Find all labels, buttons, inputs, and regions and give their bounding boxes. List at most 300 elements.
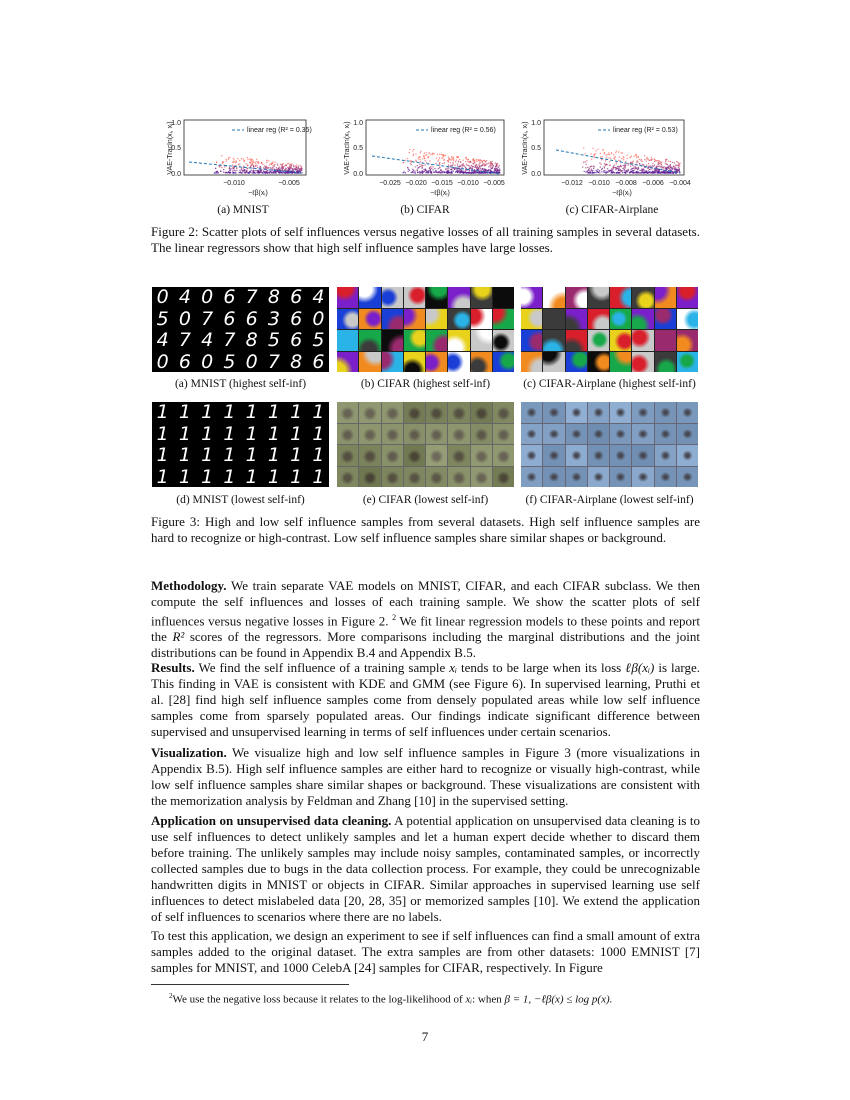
scatter-point [231,168,232,169]
scatter-point [604,153,605,154]
image-cell [471,402,492,423]
scatter-point [414,171,415,172]
scatter-point [300,165,301,166]
scatter-point [289,165,290,166]
scatter-point [249,162,250,163]
mnist-digit-cell: 6 [308,352,329,373]
scatter-point [274,164,275,165]
image-cell [588,287,609,308]
scatter-point [613,166,614,167]
mnist-digit-cell: 1 [197,424,218,445]
scatter-point [625,167,626,168]
scatter-point [631,171,632,172]
scatter-point [453,157,454,158]
scatter-point [412,169,413,170]
scatter-point [251,172,252,173]
scatter-point [604,167,605,168]
scatter-point [582,166,583,167]
scatter-point [253,166,254,167]
scatter-point [425,169,426,170]
scatter-point [255,165,256,166]
scatter-point [257,167,258,168]
mnist-digit-cell: 5 [263,330,284,351]
paragraph-test: To test this application, we design an experiment to see if self influences can find a small amount of extra samples added to the original dataset. The extra samples are from other datasets: 1000 EMNIST [7] samples for MNIST, and 1000 CelebA [24] samples for CIFAR, respectively. In Figure [151,928,700,975]
scatter-point [465,170,466,171]
scatter-point [658,170,659,171]
mnist-digit-cell: 0 [152,287,173,308]
scatter-point [410,163,411,164]
scatter-point [638,168,639,169]
scatter-point [253,162,254,163]
image-cell [677,467,698,488]
scatter-point [448,158,449,159]
scatter-point [413,155,414,156]
scatter-point [490,161,491,162]
mnist-digit-cell: 1 [152,467,173,488]
scatter-point [592,170,593,171]
scatter-point [489,170,490,171]
scatter-point [239,170,240,171]
scatter-point [462,171,463,172]
scatter-point [442,172,443,173]
scatter-point [293,168,294,169]
scatter-point [215,172,216,173]
image-cell [521,445,542,466]
scatter-point [633,170,634,171]
scatter-point [490,163,491,164]
mnist-digit-cell: 7 [241,287,262,308]
scatter-point [608,157,609,158]
scatter-point [288,168,289,169]
scatter-point [667,167,668,168]
image-cell [543,287,564,308]
scatter-point [271,172,272,173]
scatter-point [247,168,248,169]
scatter-point [272,170,273,171]
scatter-point [658,169,659,170]
mnist-digit-cell: 7 [219,330,240,351]
scatter-point [610,158,611,159]
image-cell [655,287,676,308]
scatter-point [662,168,663,169]
scatter-point [667,171,668,172]
scatter-point [421,164,422,165]
mnist-digit-cell: 1 [286,467,307,488]
scatter-point [260,171,261,172]
scatter-point [419,171,420,172]
scatter-point [677,162,678,163]
image-cell [543,424,564,445]
svg-text:−0.012: −0.012 [561,180,583,187]
scatter-point [498,170,499,171]
scatter-point [282,166,283,167]
image-cell [493,445,514,466]
scatter-point [600,163,601,164]
scatter-point [634,172,635,173]
scatter-point [444,172,445,173]
scatter-point [432,154,433,155]
scatter-point [424,153,425,154]
image-cell [610,445,631,466]
scatter-point [435,171,436,172]
image-cell [404,424,425,445]
scatter-point [462,167,463,168]
scatter-point [635,168,636,169]
scatter-point [459,168,460,169]
scatter-point [419,159,420,160]
scatter-point [459,159,460,160]
scatter-point [594,154,595,155]
image-cell [632,467,653,488]
image-cell [610,402,631,423]
scatter-point [646,157,647,158]
scatter-point [671,169,672,170]
svg-text:0.0: 0.0 [171,171,181,178]
scatter-point [456,169,457,170]
scatter-point [296,169,297,170]
scatter-point [665,163,666,164]
scatter-point [291,163,292,164]
image-cell [426,330,447,351]
scatter-point [277,165,278,166]
scatter-point [646,158,647,159]
scatter-point [293,166,294,167]
scatter-point [280,168,281,169]
scatter-point [599,170,600,171]
scatter-point [612,168,613,169]
scatter-point [480,160,481,161]
mnist-digit-cell: 1 [308,402,329,423]
scatter-point [670,161,671,162]
svg-text:0.5: 0.5 [353,145,363,152]
scatter-point [478,164,479,165]
scatter-point [590,153,591,154]
subcaption-f: (f) CIFAR-Airplane (lowest self-inf) [525,494,694,506]
scatter-point [409,152,410,153]
scatter-point [453,158,454,159]
mnist-digit-cell: 1 [263,402,284,423]
scatter-point [420,156,421,157]
scatter-point [585,164,586,165]
scatter-point [447,160,448,161]
scatter-point [425,172,426,173]
scatter-point [647,167,648,168]
scatter-point [458,166,459,167]
scatter-point [454,169,455,170]
scatter-point [622,172,623,173]
scatter-point [639,159,640,160]
scatter-point [448,156,449,157]
scatter-point [622,170,623,171]
image-cell [610,309,631,330]
image-cell [588,424,609,445]
scatter-point [652,163,653,164]
image-cell [632,330,653,351]
scatter-point [276,172,277,173]
scatter-point [619,168,620,169]
image-cell [382,309,403,330]
scatter-point [632,172,633,173]
scatter-point [450,166,451,167]
scatter-point [636,167,637,168]
scatter-point [223,161,224,162]
scatter-point [646,165,647,166]
scatter-point [407,167,408,168]
scatter-point [620,170,621,171]
scatter-point [478,160,479,161]
scatter-point [266,172,267,173]
scatter-point [621,166,622,167]
mnist-digit-cell: 0 [197,352,218,373]
scatter-point [478,172,479,173]
scatter-point [592,171,593,172]
scatter-point [488,166,489,167]
image-cell [543,352,564,373]
image-cell [404,467,425,488]
scatter-point [440,169,441,170]
image-cell [543,330,564,351]
scatter-point [247,165,248,166]
scatter-point [467,172,468,173]
scatter-point [215,168,216,169]
scatter-point [460,161,461,162]
svg-text:−ℓβ(xᵢ): −ℓβ(xᵢ) [612,190,632,197]
scatter-point [679,168,680,169]
scatter-point [591,170,592,171]
scatter-point [269,172,270,173]
scatter-point [641,170,642,171]
scatter-point [607,168,608,169]
scatter-point [480,162,481,163]
scatter-point [225,159,226,160]
image-cell [655,445,676,466]
image-cell [566,445,587,466]
image-cell [677,330,698,351]
scatter-point [630,172,631,173]
scatter-point [418,158,419,159]
scatter-point [677,171,678,172]
scatter-point [442,157,443,158]
scatter-point [246,170,247,171]
scatter-point [439,166,440,167]
image-cell [588,445,609,466]
scatter-point [259,166,260,167]
scatter-point [442,155,443,156]
scatter-point [412,150,413,151]
scatter-point [452,165,453,166]
svg-text:1.0: 1.0 [171,120,181,127]
image-cell [632,287,653,308]
scatter-point [590,171,591,172]
mnist-digit-cell: 7 [263,352,284,373]
scatter-point [624,163,625,164]
scatter-point [251,170,252,171]
image-cell [382,352,403,373]
scatter-point [473,163,474,164]
subcaption-mnist: (a) MNIST [217,204,269,216]
scatter-point [658,164,659,165]
image-cell [359,330,380,351]
paragraph-application: Application on unsupervised data cleaning. A potential application on unsupervised data cleaning is to use self influences to detect unlikely samples and let a human expert decide whether to discard them before training. The unlikely samples may include noisy samples, contaminated samples, or incorrectly collected samples due to bugs in the data collection process. For example, they could be unrecognizable handwritten digits in MNIST or objects in CIFAR. Similar approaches in supervised learning use self influences to detect mislabeled data [20, 28, 35] or memorized samples [10]. We extend the application of self influences to scenarios where there are no labels. [151,813,701,924]
mnist-digit-cell: 7 [174,330,195,351]
scatter-point [678,163,679,164]
mnist-digit-cell: 0 [197,287,218,308]
cifar-high-grid [337,287,514,372]
image-cell [566,424,587,445]
image-cell [337,467,358,488]
scatter-point [655,172,656,173]
image-cell [588,467,609,488]
scatter-point [491,161,492,162]
scatter-point [594,172,595,173]
scatter-point [233,158,234,159]
image-cell [521,467,542,488]
scatter-point [599,162,600,163]
scatter-point [676,161,677,162]
scatter-point [222,163,223,164]
image-cell [566,467,587,488]
scatter-point [272,165,273,166]
scatter-point [648,170,649,171]
scatter-point [445,168,446,169]
scatter-point [642,169,643,170]
scatter-point [470,168,471,169]
image-cell [655,330,676,351]
image-cell [359,424,380,445]
scatter-point [482,168,483,169]
scatter-point [272,169,273,170]
scatter-point [430,166,431,167]
scatter-point [672,168,673,169]
image-cell [404,287,425,308]
image-cell [426,445,447,466]
figure-2-caption: Figure 2: Scatter plots of self influences versus negative losses of all training samples in several datasets. The linear regressors show that high self influence samples have large losses. [151,224,700,255]
image-cell [359,287,380,308]
page-number: 7 [421,1029,429,1044]
scatter-point [662,167,663,168]
svg-text:−0.005: −0.005 [278,180,300,187]
scatter-point [272,167,273,168]
image-cell [359,352,380,373]
image-cell [521,309,542,330]
scatter-point [448,171,449,172]
scatter-point [634,156,635,157]
scatter-point [228,157,229,158]
scatter-point [623,168,624,169]
scatter-point [296,164,297,165]
scatter-point [221,167,222,168]
image-cell [448,309,469,330]
paragraph-visualization: Visualization. We visualize high and low self influence samples in Figure 3 (more visualizations in Appendix B.5). High self influence samples are either hard to recognize or visually high-contrast, while low self influence samples share similar shapes or background. These visualizations are consistent with the memorization analysis by Feldman and Zhang [10] in the supervised setting. [151,745,700,808]
svg-text:0.0: 0.0 [531,171,541,178]
scatter-point [636,157,637,158]
scatter-point [632,165,633,166]
scatter-point [470,161,471,162]
scatter-point [290,165,291,166]
image-cell [566,402,587,423]
scatter-point [626,170,627,171]
mnist-low-grid [152,402,329,487]
scatter-point [647,172,648,173]
svg-text:−0.010: −0.010 [588,180,610,187]
scatter-point [639,170,640,171]
mnist-high-grid [152,287,329,372]
scatter-point [603,166,604,167]
scatter-point [676,169,677,170]
scatter-point [633,167,634,168]
scatter-point [253,170,254,171]
scatter-point [584,153,585,154]
scatter-point [476,165,477,166]
mnist-digit-cell: 1 [308,445,329,466]
subcaption-cifar: (b) CIFAR [400,204,450,216]
scatter-point [428,153,429,154]
scatter-point [595,172,596,173]
scatter-point [434,168,435,169]
scatter-point [445,155,446,156]
image-cell [610,330,631,351]
scatter-point [296,172,297,173]
mnist-digit-cell: 1 [308,467,329,488]
scatter-point [648,159,649,160]
image-cell [493,352,514,373]
scatter-point [405,160,406,161]
scatter-point [649,169,650,170]
svg-text:−0.010: −0.010 [457,180,479,187]
scatter-point [257,171,258,172]
scatter-point [473,172,474,173]
scatter-point [452,172,453,173]
image-cell [382,402,403,423]
scatter-point [639,163,640,164]
scatter-point [264,172,265,173]
scatter-point [424,156,425,157]
scatter-point [478,169,479,170]
scatter-point [630,166,631,167]
mnist-digit-cell: 4 [308,287,329,308]
scatter-point [489,165,490,166]
subcaption-c: (c) CIFAR-Airplane (highest self-inf) [523,378,696,390]
scatter-point [611,172,612,173]
scatter-point [473,158,474,159]
scatter-point [592,148,593,149]
scatter-point [660,162,661,163]
image-cell [677,287,698,308]
scatter-point [457,165,458,166]
scatter-point [630,162,631,163]
mnist-digit-cell: 1 [219,467,240,488]
image-cell [471,445,492,466]
scatter-point [611,170,612,171]
scatter-point [420,166,421,167]
scatter-point [243,170,244,171]
mnist-digit-cell: 1 [263,445,284,466]
scatter-point [272,161,273,162]
scatter-point [590,172,591,173]
image-cell [426,287,447,308]
scatter-point [439,154,440,155]
scatter-point [627,164,628,165]
mnist-digit-cell: 1 [286,445,307,466]
scatter-point [229,168,230,169]
image-cell [610,467,631,488]
image-cell [632,445,653,466]
scatter-point [479,171,480,172]
image-cell [610,424,631,445]
scatter-point [461,164,462,165]
scatter-point [407,158,408,159]
scatter-point [282,171,283,172]
